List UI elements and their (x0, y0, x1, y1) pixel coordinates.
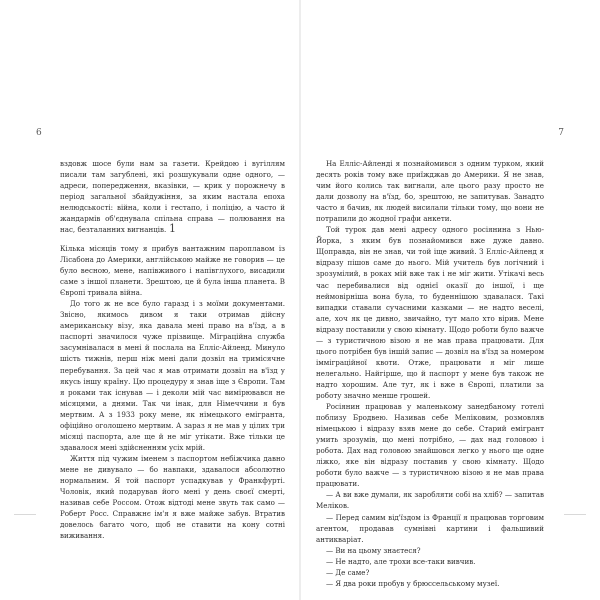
left-page-edge-mark (14, 514, 36, 515)
right-body-text (316, 158, 544, 589)
left-paragraph: Життя під чужим іменем з паспортом небіжчика давно мене не дивувало — бо навпаки, здавалося абсолютно нормальним. Я той паспорт успадкував у Франкфурті. Чоловік, який подарував його мені у день своєї смерті, називав себе Россом. Отож відтоді мене звуть так само — Роберт Росс. Справжнє ім'я я вже майже забув. Втратив довелось багато чого, щоб не ставити на кону сотні виживання. (60, 453, 285, 541)
right-page-number: 7 (558, 128, 564, 138)
right-paragraph: — А ви вже думали, як заробляти собі на хліб? — запитав Меліков. (316, 490, 544, 511)
right-page (300, 0, 600, 600)
right-paragraph: На Елліс-Айленді я познайомився з одним турком, який десять років тому вже приїжджав до Америки. Я не знав, чим його колись так вигнали, але цього разу просто не дали дозволу на в'їзд, бо, зрештою, не запитував. Занадто часто я бачив, як людей висилали тільки тому, що вони не потрапили до жодної графи анкети. (316, 159, 544, 224)
right-paragraph: Той турок дав мені адресу одного росіянина з Нью-Йорка, з яким був познайомився вже дуже давно. Щоправда, він не знав, чи той іще живий. З Елліс-Айленд я відразу пішов саме до нього. Мій учитель був логічний і зрозумілий, в роках мій вже так і не міг жити. Утікачі весь час перебивалися від однієї оказії до іншої, і ще неймовірніша вона була, то буденнішою здавалася. Такі випадки ставали сучасними казками — не надто веселі, але, хоч як це дивно, звичайно, тут мало хто вірив. Мене відразу поставили у свою кімнату. Щодо роботи було важче — з туристичною візою я не мав права працювати. Для цього потрібен був іншій запис — дозвіл на в'їзд за номером імміграційної квоти. Отже, працювати я міг лише нелегально. Найгірше, що й паспорт у мене був також не надто хорошим. Але тут, як і вже в Європі, платили за роботу значно менше грошей. (316, 225, 544, 400)
right-paragraph: — Я два роки пробув у брюссельському музеї. (326, 578, 500, 588)
left-page-number: 6 (36, 128, 42, 138)
chapter-heading: 1 (169, 222, 176, 235)
right-paragraph: — Де саме? (326, 567, 370, 577)
left-top-paragraph: вздовж шосе були нам за газети. Крейдою і вугіллям писали там загублені, які розшукували одне одного, — адреси, попередження, вказівки, — крик у порожнечу в період загальної збайдужіння, за яким настала епоха нелюдськості: війна, коли і гестапо, і поліцію, а часто й жандармів об'єднувала спільна справа — полювання на нас, безталанних вигнанців. (60, 159, 285, 235)
right-paragraph: — Ви на цьому знаєтеся? (326, 545, 421, 555)
left-paragraph: До того ж не все було гаразд і з моїми документами. Звісно, якимось дивом я таки отримав дійсну американську візу, яка давала мені право на в'їзд, а в паспорті значилося чуже прізвище. Міграційна служба засумнівалася в мені й послала на Елліс-Айленд. Минуло шість тижнів, перш ніж мені дали дозвіл на тримісячне перебування. За цей час я мав отримати дозвіл на в'їзд у якусь іншу країну. Цю процедуру я знав іще з Європи. Там я роками так існував — і деколи мій час вимірювався не місяцями, а днями. Так чи інак, для Німеччини я був мертвим. А з 1933 року мене, як німецького емігранта, офіційно оголошено мертвим. А зараз я не мав у цілих три місяці паспорта, але ще й не міг утікати. Вже тільки це здавалося мені здійсненням усіх мрій. (60, 299, 285, 452)
left-paragraph: Кілька місяців тому я прибув вантажним пароплавом із Лісабона до Америки, англійською майже не говорив — це було весною, мене, напівживого і напівглухого, висадили саме з іншої планети. Зрештою, це й була інша планета. В Європі тривала війна. (60, 244, 285, 298)
right-paragraph: — Перед самим від'їздом із Франції я працював торговим агентом, продавав сумнівні картини і фальшивий антикваріат. (316, 512, 544, 544)
right-paragraph: — Не надто, але трохи все-таки вивчив. (326, 556, 476, 566)
left-body-text (60, 243, 285, 541)
right-paragraph: Росіянин працював у маленькому занедбаному готелі поблизу Бродвею. Називав себе Меліковим, розмовляв німецькою і відразу взяв мене до себе. Старий емігрант умить зрозумів, що мені потрібно, — дах над головою і робота. Дах над головою знайшовся легко у нього ще одне ліжко, яке він відразу поставив у свою кімнату. Щодо роботи було важче — з туристичною візою я не мав права працювати. (316, 402, 544, 489)
right-page-edge-mark (564, 514, 586, 515)
